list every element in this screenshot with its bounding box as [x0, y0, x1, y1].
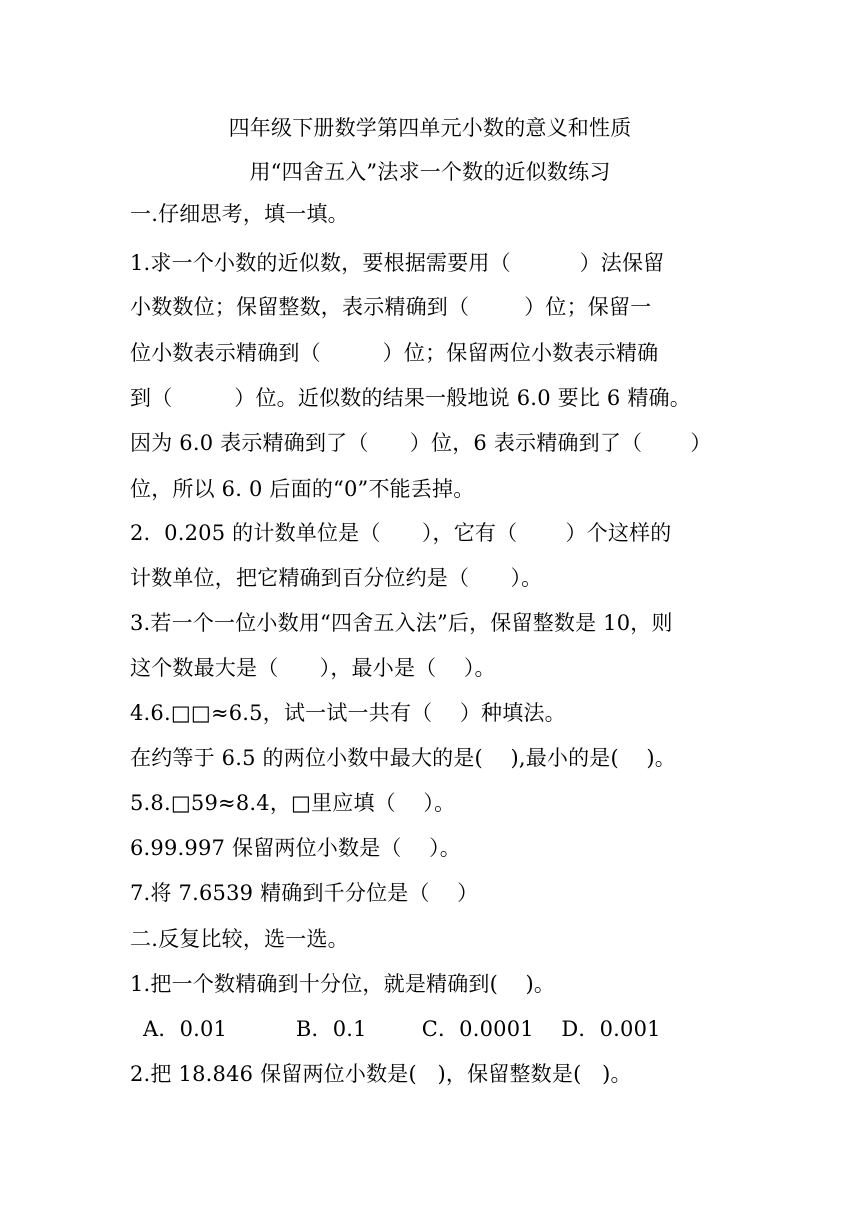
question-line: 7.将 7.6539 精确到千分位是（ ） [130, 881, 479, 905]
question-line: 位，所以 6. 0 后面的“0”不能丢掉。 [130, 477, 475, 501]
question-line: 2. 0.205 的计数单位是（ ），它有（ ）个这样的 [130, 521, 672, 545]
question-line: 这个数最大是（ ），最小是（ ）。 [130, 656, 496, 680]
question-line: 1.把一个数精确到十分位，就是精确到( )。 [130, 972, 556, 996]
worksheet-subtitle: 用“四舍五入”法求一个数的近似数练习 [249, 160, 611, 184]
question-line: 位小数表示精确到（ ）位；保留两位小数表示精确 [130, 341, 659, 365]
question-line: 4.6.□□≈6.5，试一试一共有（ ）种填法。 [130, 701, 566, 725]
question-line: 计数单位，把它精确到百分位约是（ ）。 [130, 566, 543, 590]
question-line: 在约等于 6.5 的两位小数中最大的是( ),最小的是( )。 [130, 746, 676, 770]
question-line: 3.若一个一位小数用“四舍五入法”后，保留整数是 10，则 [130, 611, 673, 635]
question-line: 2.把 18.846 保留两位小数是( )，保留整数是( )。 [130, 1062, 632, 1086]
choice-options: A．0.01 B．0.1 C．0.0001 D．0.001 [143, 1017, 661, 1041]
question-line: 5.8.□59≈8.4，□里应填（ ）。 [130, 791, 456, 815]
question-line: 到（ ）位。近似数的结果一般地说 6.0 要比 6 精确。 [130, 386, 691, 410]
section-heading-choice: 二.反复比较，选一选。 [130, 927, 349, 951]
question-line: 1.求一个小数的近似数，要根据需要用（ ）法保留 [130, 251, 665, 275]
section-heading-fill-in: 一.仔细思考，填一填。 [130, 202, 349, 226]
question-line: 6.99.997 保留两位小数是（ ）。 [130, 836, 461, 860]
question-line: 因为 6.0 表示精确到了（ ）位，6 表示精确到了（ ） [130, 431, 712, 455]
worksheet-title: 四年级下册数学第四单元小数的意义和性质 [228, 116, 632, 140]
question-line: 小数数位；保留整数，表示精确到（ ）位；保留一 [130, 295, 652, 319]
